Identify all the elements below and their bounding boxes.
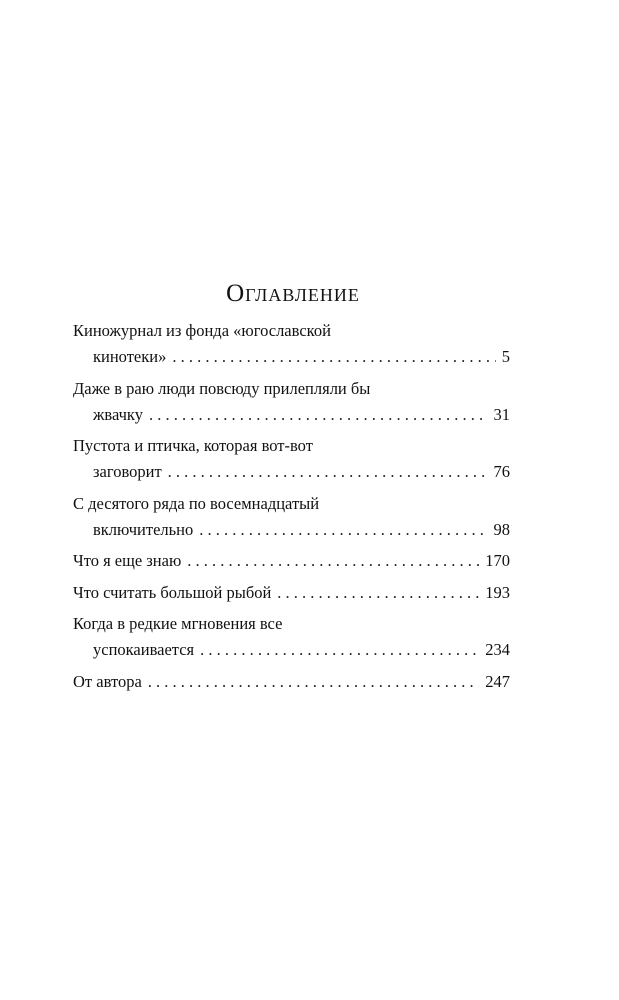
toc-page-number: 98 bbox=[493, 519, 510, 539]
toc-page-number: 5 bbox=[501, 347, 510, 366]
toc-entry-title-continuation: жвачку bbox=[93, 404, 143, 424]
toc-page-number: 76 bbox=[493, 462, 510, 481]
dot-leader bbox=[172, 344, 495, 370]
toc-page-number: 247 bbox=[485, 671, 510, 691]
toc-entry-title: Пустота и птичка, которая вот-вот bbox=[73, 436, 313, 455]
dot-leader bbox=[148, 669, 479, 695]
toc-page-number: 193 bbox=[485, 582, 510, 602]
toc-entry[interactable] bbox=[73, 669, 510, 695]
dot-leader bbox=[168, 459, 488, 485]
toc-entry-first-line bbox=[73, 376, 510, 402]
toc-entry-last-line bbox=[73, 402, 510, 428]
toc-page-number: 170 bbox=[485, 551, 510, 570]
toc-entry-title: С десятого ряда по восемнадцатый bbox=[73, 493, 320, 513]
toc-entry-title-continuation: включительно bbox=[93, 519, 194, 539]
dot-leader bbox=[277, 580, 479, 606]
toc-entry-title-continuation: заговорит bbox=[93, 462, 162, 481]
page-title: Оглавление bbox=[226, 280, 360, 307]
toc-entry-title: Что считать большой рыбой bbox=[73, 582, 272, 602]
dot-leader bbox=[149, 402, 488, 428]
dot-leader bbox=[199, 517, 487, 543]
toc-entry-first-line bbox=[73, 433, 510, 459]
toc-entry-first-line bbox=[73, 491, 510, 517]
toc-entry[interactable] bbox=[73, 318, 510, 370]
toc-entry-title: Киножурнал из фонда «югославской bbox=[73, 321, 331, 340]
toc-entry[interactable] bbox=[73, 433, 510, 485]
toc-entry-last-line bbox=[73, 344, 510, 370]
toc-entry[interactable] bbox=[73, 491, 510, 543]
toc-entry-title-continuation: успокаивается bbox=[93, 640, 195, 659]
toc-list bbox=[73, 318, 510, 700]
toc-entry-last-line bbox=[73, 637, 510, 663]
toc-entry-title: Что я еще знаю bbox=[73, 551, 182, 570]
toc-entry-single-line bbox=[73, 669, 510, 695]
toc-page-number: 31 bbox=[493, 404, 510, 424]
toc-entry[interactable] bbox=[73, 611, 510, 663]
toc-entry-title-continuation: кинотеки» bbox=[93, 347, 167, 366]
toc-entry[interactable] bbox=[73, 376, 510, 428]
toc-entry-first-line bbox=[73, 318, 510, 344]
toc-entry-single-line bbox=[73, 548, 510, 574]
toc-entry-single-line bbox=[73, 580, 510, 606]
toc-entry-title: От автора bbox=[73, 671, 142, 691]
toc-entry[interactable] bbox=[73, 548, 510, 574]
toc-entry-last-line bbox=[73, 459, 510, 485]
toc-page-number: 234 bbox=[485, 640, 510, 659]
toc-entry-title: Когда в редкие мгновения все bbox=[73, 614, 283, 633]
toc-entry-title: Даже в раю люди повсюду прилепляли бы bbox=[73, 378, 371, 398]
dot-leader bbox=[200, 637, 479, 663]
toc-entry-first-line bbox=[73, 611, 510, 637]
toc-entry-last-line bbox=[73, 517, 510, 543]
toc-entry[interactable] bbox=[73, 580, 510, 606]
dot-leader bbox=[187, 548, 479, 574]
